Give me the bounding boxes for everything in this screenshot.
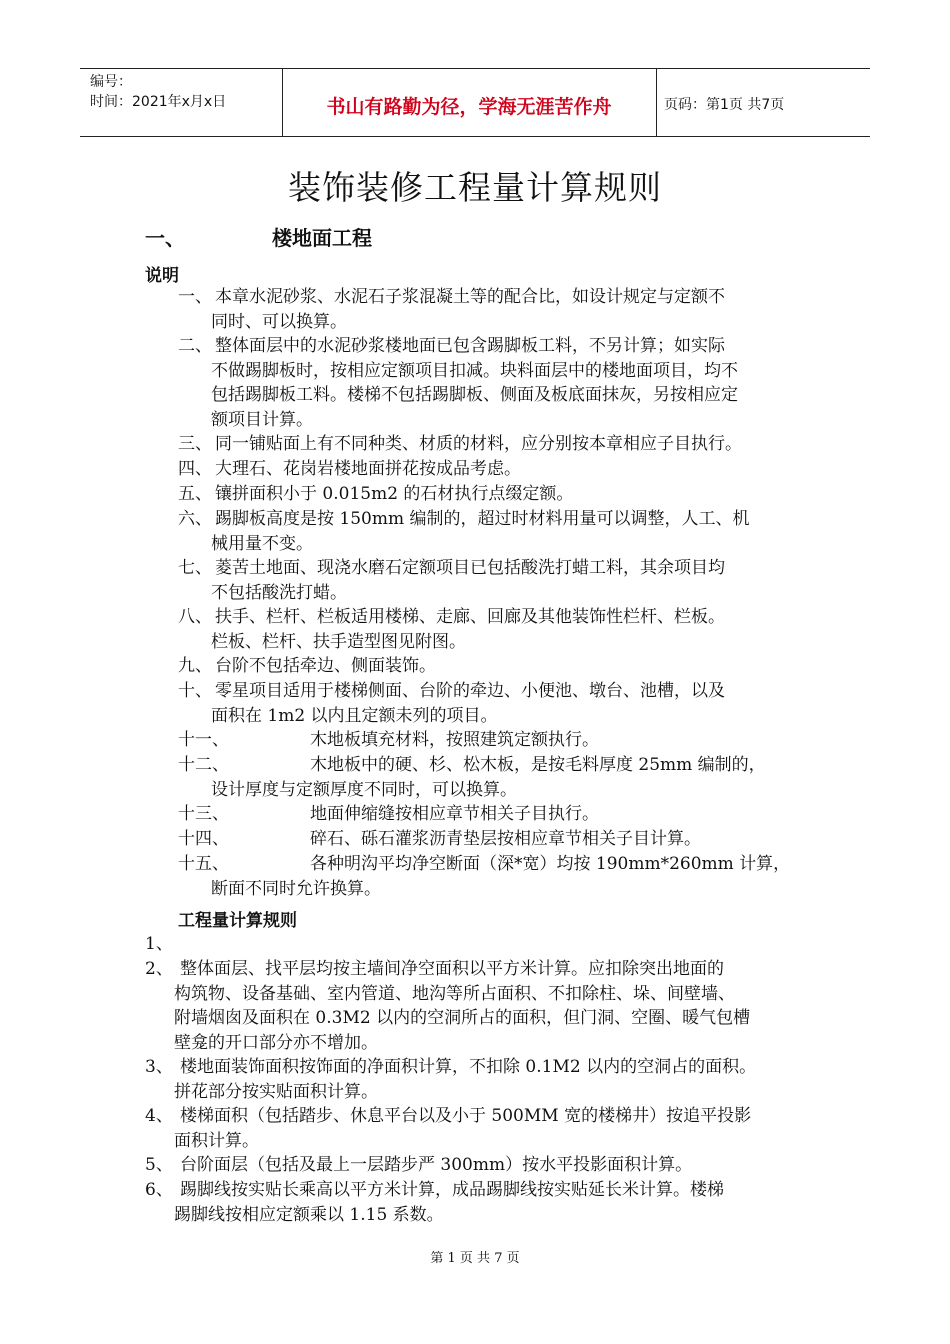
notes-item-line: 同一铺贴面上有不同种类、材质的材料，应分别按本章相应子目执行。 <box>215 434 742 454</box>
notes-item-line: 整体面层中的水泥砂浆楼地面已包含踢脚板工料，不另计算；如实际 <box>215 336 725 356</box>
rules-item-line: 楼地面装饰面积按饰面的净面积计算，不扣除 0.1M2 以内的空洞占的面积。 <box>180 1057 757 1077</box>
notes-item-label: 十五、 <box>178 854 229 874</box>
notes-item-line: 大理石、花岗岩楼地面拼花按成品考虑。 <box>215 459 521 479</box>
rules-item-label: 2、 <box>145 959 173 979</box>
code-label: 编号： <box>90 74 132 90</box>
header-page-info: 页码：第1页 共7页 <box>664 97 785 113</box>
notes-item-line: 不包括酸洗打蜡。 <box>211 582 347 603</box>
notes-item-label: 六、 <box>178 509 212 529</box>
notes-item-label: 十二、 <box>178 755 229 775</box>
header-top-rule <box>80 68 870 69</box>
notes-item-label: 一、 <box>178 287 212 307</box>
section-heading <box>145 222 372 251</box>
rules-item-line: 台阶面层（包括及最上一层踏步严 300mm）按水平投影面积计算。 <box>180 1155 693 1175</box>
notes-item-label: 三、 <box>178 434 212 454</box>
notes-item-line: 同时、可以换算。 <box>211 311 347 332</box>
notes-item-label: 十三、 <box>178 804 229 824</box>
notes-item-line: 地面伸缩缝按相应章节相关子目执行。 <box>310 804 599 824</box>
rules-heading: 工程量计算规则 <box>178 911 297 931</box>
notes-item-line: 菱苦土地面、现浇水磨石定额项目已包括酸洗打蜡工料，其余项目均 <box>215 558 725 578</box>
rules-item-line: 面积计算。 <box>174 1130 259 1151</box>
rules-item-line: 踢脚线按相应定额乘以 1.15 系数。 <box>174 1204 444 1225</box>
section-title: 楼地面工程 <box>272 226 372 250</box>
rules-item-line: 整体面层、找平层均按主墙间净空面积以平方米计算。应扣除突出地面的 <box>180 959 724 979</box>
time-label: 时间：2021年x月x日 <box>90 94 227 110</box>
notes-item-line: 零星项目适用于楼梯侧面、台阶的牵边、小便池、墩台、池槽，以及 <box>215 681 725 701</box>
notes-item-line: 断面不同时允许换算。 <box>211 878 381 899</box>
notes-item-line: 面积在 1m2 以内且定额未列的项目。 <box>211 705 498 726</box>
rules-item-line: 附墙烟囱及面积在 0.3M2 以内的空洞所占的面积，但门洞、空圈、暖气包槽 <box>174 1008 751 1028</box>
notes-item-line: 镶拼面积小于 0.015m2 的石材执行点缀定额。 <box>215 484 574 504</box>
notes-item-line: 木地板填充材料，按照建筑定额执行。 <box>310 730 599 750</box>
notes-item-label: 二、 <box>178 336 212 356</box>
notes-item-label: 七、 <box>178 558 212 578</box>
header-motto: 书山有路勤为径，学海无涯苦作舟 <box>326 96 612 118</box>
notes-item-label: 十一、 <box>178 730 229 750</box>
rules-item-line: 拼花部分按实贴面积计算。 <box>174 1081 378 1102</box>
notes-item-line: 额项目计算。 <box>211 409 313 430</box>
rules-item-label: 1、 <box>145 934 173 954</box>
notes-item-line: 栏板、栏杆、扶手造型图见附图。 <box>211 631 466 652</box>
header-divider-right <box>656 68 657 136</box>
notes-item-line: 木地板中的硬、杉、松木板，是按毛料厚度 25mm 编制的， <box>310 755 766 775</box>
rules-item-label: 6、 <box>145 1180 173 1200</box>
notes-item-line: 械用量不变。 <box>211 533 313 554</box>
section-number: 一、 <box>145 226 185 250</box>
notes-item-line: 本章水泥砂浆、水泥石子浆混凝土等的配合比，如设计规定与定额不 <box>215 287 725 307</box>
rules-item-label: 3、 <box>145 1057 173 1077</box>
header-meta <box>90 72 226 112</box>
rules-item-line: 楼梯面积（包括踏步、休息平台以及小于 500MM 宽的楼梯井）按追平投影 <box>180 1106 752 1126</box>
notes-item-label: 九、 <box>178 656 212 676</box>
notes-item-line: 各种明沟平均净空断面（深*宽）均按 190mm*260mm 计算， <box>310 854 791 874</box>
notes-item-line: 踢脚板高度是按 150mm 编制的，超过时材料用量可以调整，人工、机 <box>215 509 750 529</box>
notes-item-line: 设计厚度与定额厚度不同时，可以换算。 <box>211 779 517 800</box>
rules-item-line: 踢脚线按实贴长乘高以平方米计算，成品踢脚线按实贴延长米计算。楼梯 <box>180 1180 724 1200</box>
notes-item-line: 不做踢脚板时，按相应定额项目扣减。块料面层中的楼地面项目，均不 <box>211 360 738 381</box>
page-footer: 第 1 页 共 7 页 <box>430 1251 520 1266</box>
notes-item-line: 碎石、砾石灌浆沥青垫层按相应章节相关子目计算。 <box>310 829 701 849</box>
rules-item-line: 壁龛的开口部分亦不增加。 <box>174 1032 378 1053</box>
rules-item-line: 构筑物、设备基础、室内管道、地沟等所占面积、不扣除柱、垛、间壁墙、 <box>174 983 735 1004</box>
notes-item-line: 台阶不包括牵边、侧面装饰。 <box>215 656 436 676</box>
document-title: 装饰装修工程量计算规则 <box>288 168 662 207</box>
notes-item-line: 包括踢脚板工料。楼梯不包括踢脚板、侧面及板底面抹灰，另按相应定 <box>211 385 738 405</box>
notes-item-line: 扶手、栏杆、栏板适用楼梯、走廊、回廊及其他装饰性栏杆、栏板。 <box>215 607 725 627</box>
rules-item-label: 4、 <box>145 1106 173 1126</box>
rules-item-label: 5、 <box>145 1155 173 1175</box>
explain-heading: 说明 <box>145 266 179 286</box>
header-bottom-rule <box>80 136 870 137</box>
notes-item-label: 四、 <box>178 459 212 479</box>
notes-item-label: 十、 <box>178 681 212 701</box>
notes-item-label: 十四、 <box>178 829 229 849</box>
notes-item-label: 五、 <box>178 484 212 504</box>
notes-item-label: 八、 <box>178 607 212 627</box>
